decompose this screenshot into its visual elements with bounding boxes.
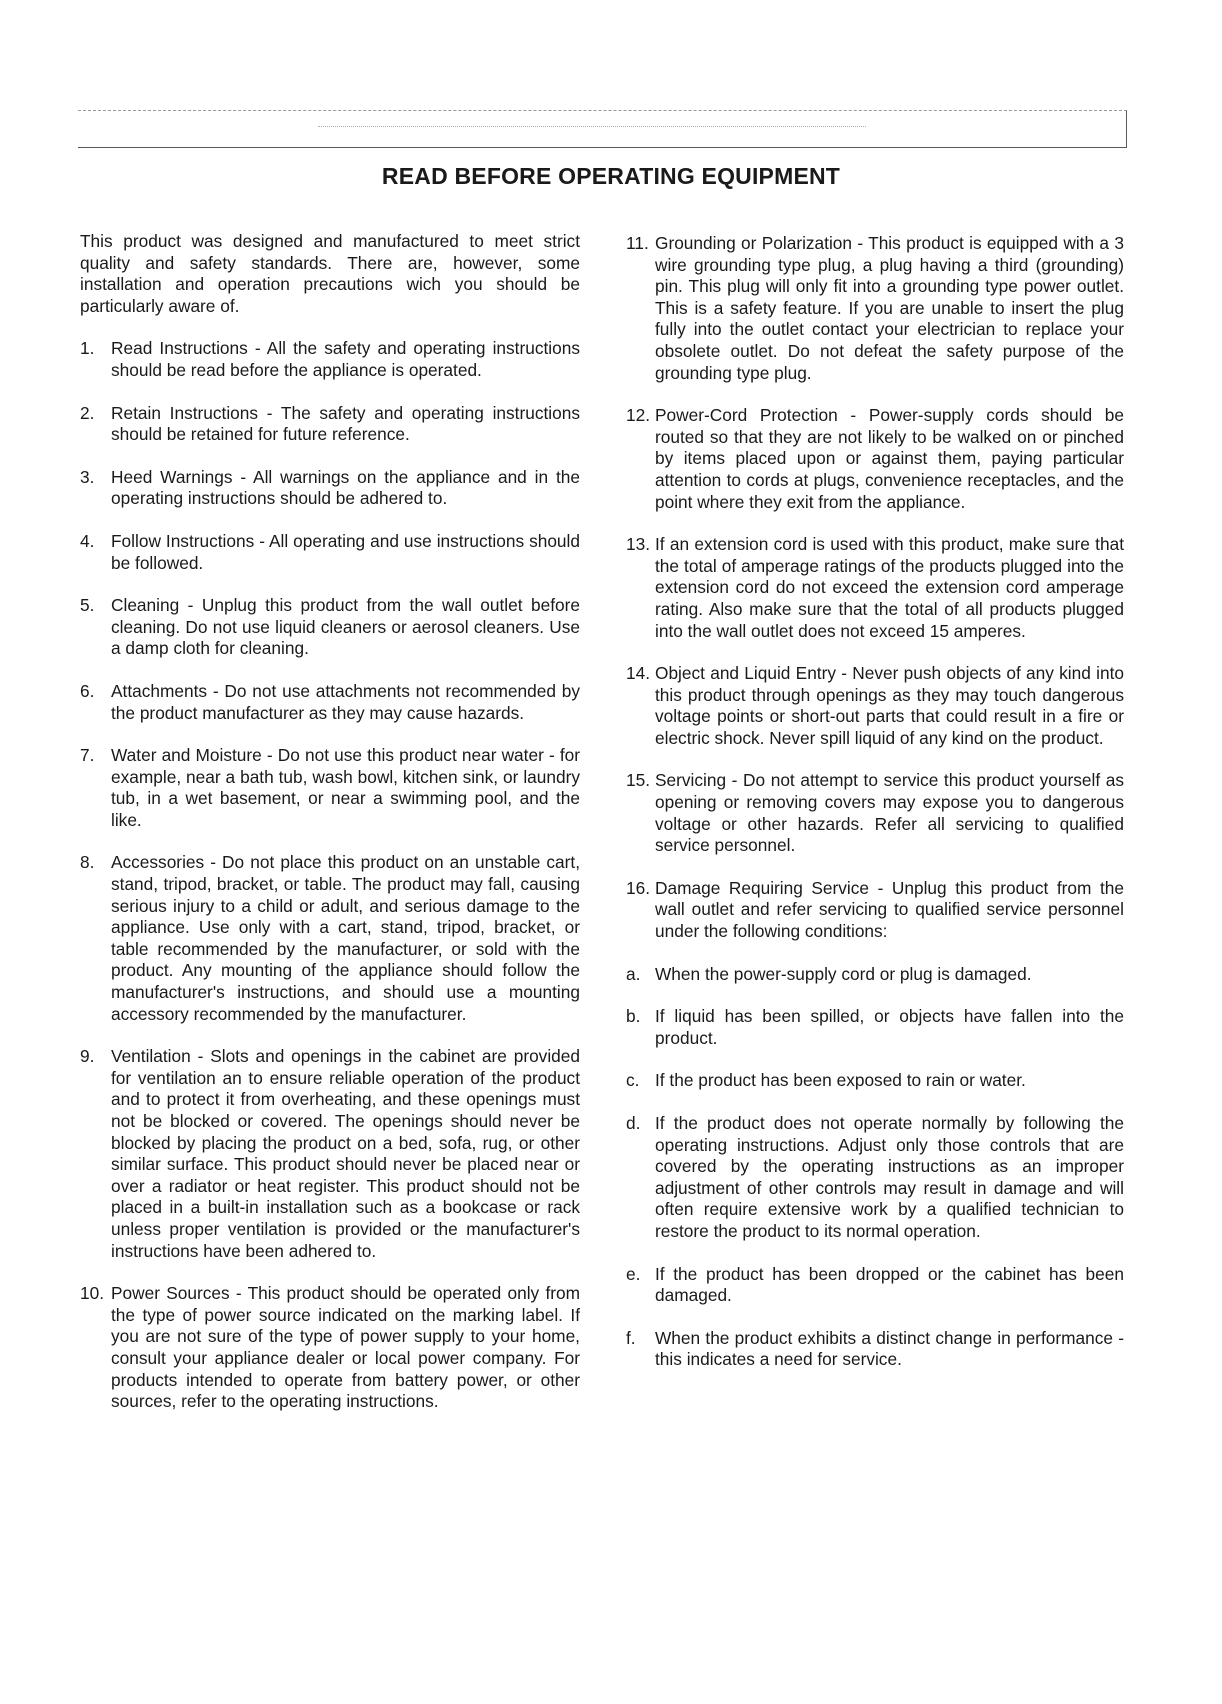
item-text: If an extension cord is used with this product, make sure that the total of amperage ratings of the products plugged into the extension cord do not exceed the extension cord amperage rating. Also make sure that the total of all products plugged into the wall outlet does not exceed 15 amperes. xyxy=(655,534,1124,641)
list-item xyxy=(626,233,1124,384)
item-text: Retain Instructions - The safety and operating instructions should be retained for future reference. xyxy=(111,402,580,445)
item-text: Attachments - Do not use attachments not recommended by the product manufacturer as they may cause hazards. xyxy=(111,680,580,723)
item-number: 2. xyxy=(80,402,95,423)
list-item xyxy=(626,1070,1124,1092)
item-number: 9. xyxy=(80,1046,95,1067)
item-text: If the product has been exposed to rain or water. xyxy=(655,1070,1026,1091)
left-column xyxy=(80,231,580,1434)
list-item xyxy=(626,878,1124,943)
item-number: a. xyxy=(626,963,641,984)
list-item xyxy=(626,1264,1124,1307)
item-number: d. xyxy=(626,1113,641,1133)
item-number: 3. xyxy=(80,466,95,487)
item-number: c. xyxy=(626,1070,640,1091)
item-number: 1. xyxy=(80,338,95,359)
list-item xyxy=(626,405,1124,513)
item-text: If liquid has been spilled, or objects have fallen into the product. xyxy=(655,1006,1124,1048)
item-number: 11. xyxy=(626,233,649,253)
list-item xyxy=(80,338,580,381)
item-text: If the product does not operate normally by following the operating instructions. Adjust only those controls that are covered by the operating instructions as an improper adjustment of other controls may result in damage and will often require extensive work by a qualified technician to restore the product to its normal operation. xyxy=(655,1113,1124,1241)
item-number: 8. xyxy=(80,852,95,873)
item-number: 13. xyxy=(626,534,651,555)
item-number: 10. xyxy=(80,1283,105,1304)
item-text: Water and Moisture - Do not use this product near water - for example, near a bath tub, wash bowl, kitchen sink, or laundry tub, in a wet basement, or near a swimming pool, and the like. xyxy=(111,745,580,830)
list-item xyxy=(626,1113,1124,1243)
item-text: Object and Liquid Entry - Never push objects of any kind into this product through openings as they may touch dangerous voltage points or short-out parts that could result in a fire or electric shock. Never spill liquid of any kind on the product. xyxy=(655,663,1124,748)
list-item xyxy=(80,595,580,660)
item-text: Accessories - Do not place this product on an unstable cart, stand, tripod, bracket, or table. The product may fall, causing serious injury to a child or adult, and serious damage to the appliance. Use only with a cart, stand, tripod, bracket, or table recommended by the manufacturer, or sold with the product. Any mounting of the appliance should follow the manufacturer's instructions, and should use a mounting accessory recommended by the manufacturer. xyxy=(111,852,580,1024)
item-number: 16. xyxy=(626,877,651,898)
left-instruction-list xyxy=(80,338,580,1412)
item-text: Power Sources - This product should be operated only from the type of power source indicated on the marking label. If you are not sure of the type of power supply to your home, consult your appliance dealer or local power company. For products intended to operate from battery power, or other sources, refer to the operating instructions. xyxy=(111,1283,580,1412)
item-number: f. xyxy=(626,1327,636,1348)
item-text: Grounding or Polarization - This product is equipped with a 3 wire grounding type plug, a plug having a third (grounding) pin. This plug will only fit into a grounding type power outlet. This is a safety feature. If you are unable to insert the plug fully into the outlet contact your electrician to replace your obsolete outlet. Do not defeat the safety purpose of the grounding type plug. xyxy=(655,233,1124,383)
header-band xyxy=(78,110,1127,148)
list-item xyxy=(80,531,580,574)
list-item xyxy=(80,1046,580,1262)
item-number: b. xyxy=(626,1006,641,1027)
item-text: Heed Warnings - All warnings on the appliance and in the operating instructions should be adhered to. xyxy=(111,466,580,509)
right-column xyxy=(626,233,1124,1392)
item-number: 5. xyxy=(80,595,95,616)
list-item xyxy=(80,1283,580,1413)
list-item xyxy=(626,534,1124,642)
item-text: If the product has been dropped or the cabinet has been damaged. xyxy=(655,1263,1124,1306)
item-text: Read Instructions - All the safety and operating instructions should be read before the appliance is operated. xyxy=(111,338,580,380)
item-text: Servicing - Do not attempt to service this product yourself as opening or removing covers may expose you to dangerous voltage or other hazards. Refer all servicing to qualified service personnel. xyxy=(655,770,1124,856)
item-number: 4. xyxy=(80,530,95,551)
item-number: 7. xyxy=(80,745,95,766)
list-item xyxy=(626,1006,1124,1049)
list-item xyxy=(80,467,580,510)
item-text: Cleaning - Unplug this product from the wall outlet before cleaning. Do not use liquid cleaners or aerosol cleaners. Use a damp cloth for cleaning. xyxy=(111,595,580,659)
list-item xyxy=(80,681,580,724)
item-number: 6. xyxy=(80,680,95,701)
item-text: Ventilation - Slots and openings in the cabinet are provided for ventilation an to ensure reliable operation of the product and to protect it from overheating, and these openings must not be blocked or covered. The openings should never be blocked by placing the product on a bed, sofa, rug, or other similar surface. This product should never be placed near or over a radiator or heat register. This product should not be placed in a built-in installation such as a bookcase or rack unless proper ventilation is provided or the manufacturer's instructions have been adhered to. xyxy=(111,1046,580,1261)
item-number: 14. xyxy=(626,663,651,684)
item-text: When the power-supply cord or plug is damaged. xyxy=(655,963,1032,984)
list-item xyxy=(626,1328,1124,1371)
item-text: Follow Instructions - All operating and use instructions should be followed. xyxy=(111,530,580,573)
list-item xyxy=(626,663,1124,749)
item-number: 12. xyxy=(626,405,651,426)
item-text: Power-Cord Protection - Power-supply cords should be routed so that they are not likely to be walked on or pinched by items placed upon or against them, paying particular attention to cords at plugs, convenience receptacles, and the point where they exit from the appliance. xyxy=(655,405,1124,512)
list-item xyxy=(626,964,1124,986)
list-item xyxy=(626,770,1124,856)
item-text: Damage Requiring Service - Unplug this product from the wall outlet and refer servicing to qualified service personnel under the following conditions: xyxy=(655,877,1124,942)
item-number: e. xyxy=(626,1263,641,1284)
list-item xyxy=(80,745,580,831)
list-item xyxy=(80,852,580,1025)
right-instruction-list xyxy=(626,233,1124,1371)
item-text: When the product exhibits a distinct change in performance - this indicates a need for service. xyxy=(655,1327,1124,1370)
list-item xyxy=(80,403,580,446)
intro-paragraph: This product was designed and manufactured to meet strict quality and safety standards. There are, however, some installation and operation precautions wich you should be particularly aware of. xyxy=(80,231,580,316)
item-number: 15. xyxy=(626,770,651,791)
page-title: READ BEFORE OPERATING EQUIPMENT xyxy=(381,163,841,189)
